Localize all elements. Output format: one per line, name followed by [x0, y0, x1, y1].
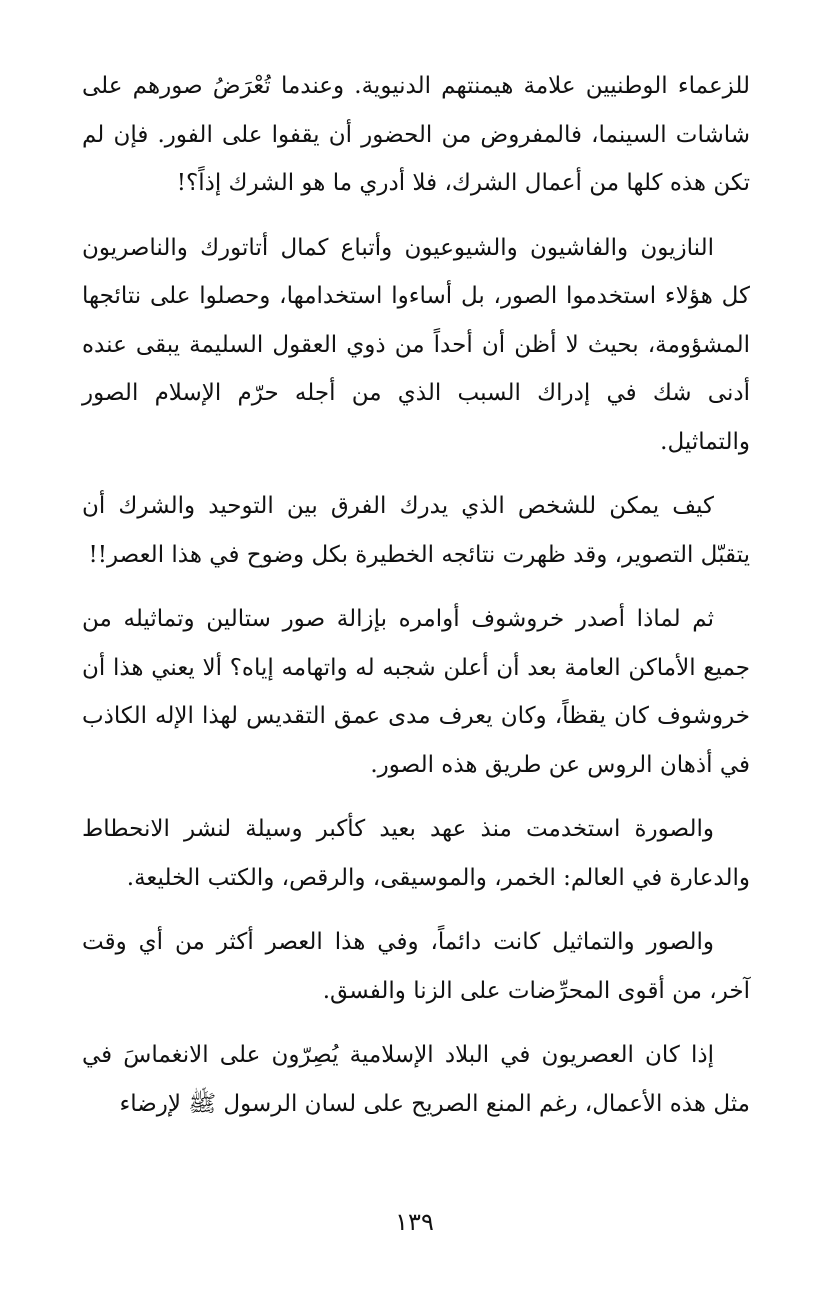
paragraph-1: للزعماء الوطنيين علامة هيمنتهم الدنيوية. وعندما تُعْرَضُ صورهم على شاشات السينما، فالمفروض من الحضور أن يقفوا على الفور. فإن لم تكن هذه كلها من أعمال الشرك، فلا أدري ما هو الشرك إذاً؟! — [82, 73, 750, 196]
paragraph-4: ثم لماذا أصدر خروشوف أوامره بإزالة صور ستالين وتماثيله من جميع الأماكن العامة بعد أن أعلن شجبه له واتهامه إياه؟ ألا يعني هذا أن خروشوف كان يقظاً، وكان يعرف مدى عمق التقديس لهذا الإله الكاذب في أذهان الروس عن طريق هذه الصور. — [82, 606, 750, 778]
page-number: ١٣٩ — [395, 1208, 434, 1236]
paragraph-2: النازيون والفاشيون والشيوعيون وأتباع كمال أتاتورك والناصريون كل هؤلاء استخدموا الصور، بل أساءوا استخدامها، وحصلوا على نتائجها المشؤومة، بحيث لا أظن أن أحداً من ذوي العقول السليمة يبقى عنده أدنى شك في إدراك السبب الذي من أجله حرّم الإسلام الصور والتماثيل. — [82, 234, 750, 455]
paragraph-6: والصور والتماثيل كانت دائماً، وفي هذا العصر أكثر من أي وقت آخر، من أقوى المحرِّضات على الزنا والفسق. — [82, 929, 750, 1004]
paragraph-7: إذا كان العصريون في البلاد الإسلامية يُصِرّون على الانغماسَ في مثل هذه الأعمال، رغم المنع الصريح على لسان الرسول ﷺ لإرضاء — [82, 1042, 750, 1117]
paragraph-3: كيف يمكن للشخص الذي يدرك الفرق بين التوحيد والشرك أن يتقبّل التصوير، وقد ظهرت نتائجه الخطيرة بكل وضوح في هذا العصر!! — [82, 493, 750, 568]
paragraph-5: والصورة استخدمت منذ عهد بعيد كأكبر وسيلة لنشر الانحطاط والدعارة في العالم: الخمر، والموسيقى، والرقص، والكتب الخليعة. — [82, 816, 750, 891]
book-page-body — [82, 62, 750, 1144]
